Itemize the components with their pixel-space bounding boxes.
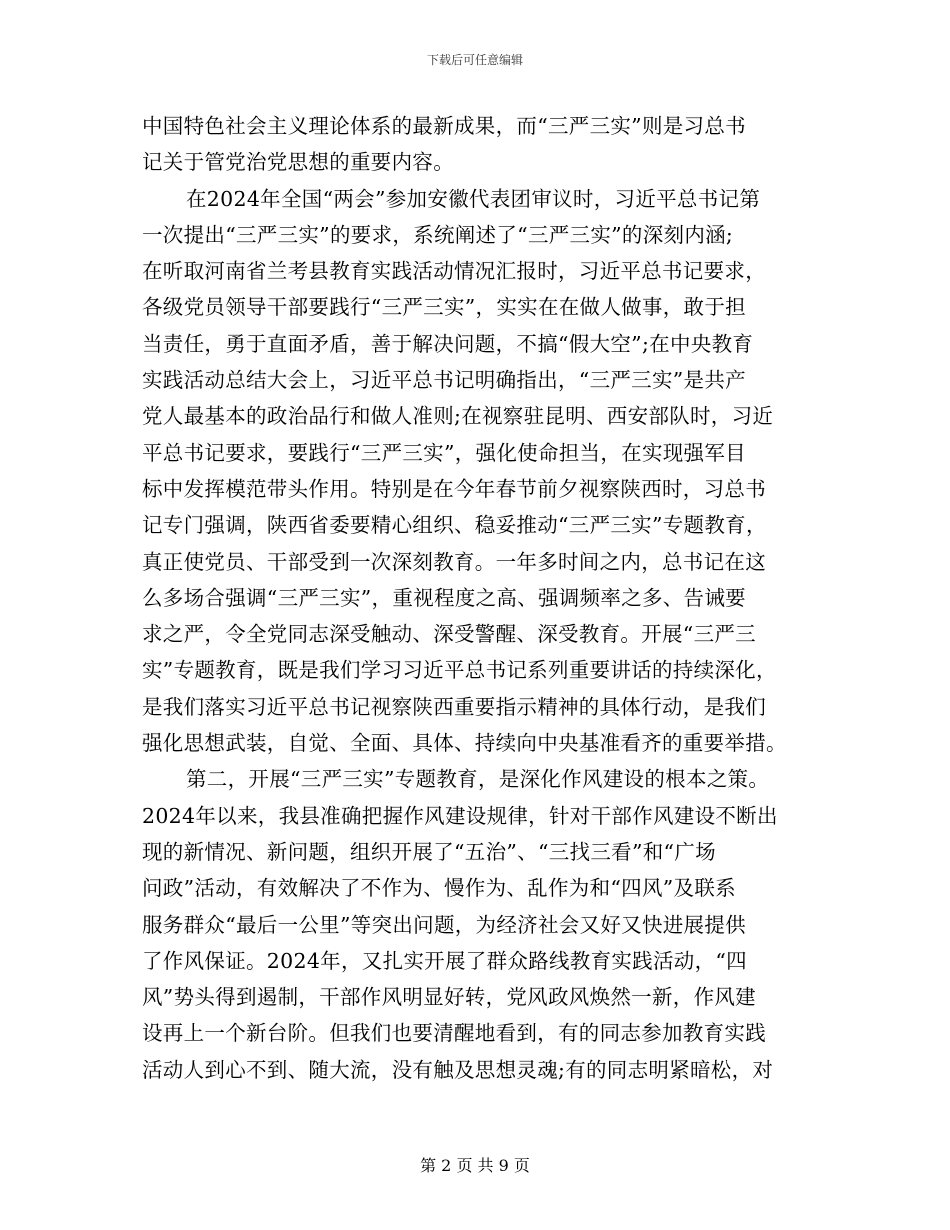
text-line: 第二，开展“三严三实”专题教育，是深化作风建设的根本之策。 [186, 767, 770, 792]
text-line: 当责任，勇于直面矛盾，善于解决问题，不搞“假大空”;在中央教育 [142, 331, 754, 356]
text-line: 设再上一个新台阶。但我们也要清醒地看到，有的同志参加教育实践 [142, 1021, 766, 1046]
text-line: 现的新情况、新问题，组织开展了“五治”、“三找三看”和“广场 [142, 839, 716, 864]
text-line: 么多场合强调“三严三实”，重视程度之高、强调频率之多、告诫要 [142, 585, 746, 610]
text-line: 记专门强调，陕西省委要精心组织、稳妥推动“三严三实”专题教育， [142, 513, 767, 538]
text-line: 风”势头得到遏制，干部作风明显好转，党风政风焕然一新，作风建 [142, 985, 756, 1010]
text-line: 一次提出“三严三实”的要求，系统阐述了“三严三实”的深刻内涵; [142, 222, 734, 247]
text-line: 各级党员领导干部要践行“三严三实”，实实在在做人做事，敢于担 [142, 295, 746, 320]
page-number-footer: 第 2 页 共 9 页 [420, 1156, 530, 1175]
text-line: 问政”活动，有效解决了不作为、慢作为、乱作为和“四风”及联系 [142, 876, 736, 901]
page-header: 下载后可任意编辑 [426, 53, 523, 67]
text-line: 服务群众“最后一公里”等突出问题，为经济社会又好又快进展提供 [142, 912, 746, 937]
text-line: 中国特色社会主义理论体系的最新成果，而“三严三实”则是习总书 [142, 114, 746, 138]
text-line: 强化思想武装，自觉、全面、具体、持续向中央基准看齐的重要举措。 [142, 731, 787, 756]
text-line: 2024年以来，我县准确把握作风建设规律，针对干部作风建设不断出 [142, 803, 778, 828]
text-line: 标中发挥模范带头作用。特别是在今年春节前夕视察陕西时，习总书 [142, 476, 766, 501]
text-line: 实践活动总结大会上，习近平总书记明确指出，“三严三实”是共产 [142, 368, 746, 393]
text-line: 在听取河南省兰考县教育实践活动情况汇报时，习近平总书记要求， [142, 259, 766, 284]
text-line: 党人最基本的政治品行和做人准则;在视察驻昆明、西安部队时，习近 [142, 404, 774, 429]
text-line: 了作风保证。2024年，又扎实开展了群众路线教育实践活动，“四 [142, 948, 747, 973]
text-line: 求之严，令全党同志深受触动、深受警醒、深受教育。开展“三严三 [142, 622, 756, 647]
text-line: 记关于管党治党思想的重要内容。 [142, 150, 454, 175]
document-body [142, 108, 822, 1088]
text-line: 实”专题教育，既是我们学习习近平总书记系列重要讲话的持续深化， [142, 658, 777, 683]
text-line: 真正使党员、干部受到一次深刻教育。一年多时间之内，总书记在这 [142, 549, 766, 574]
text-line: 活动人到心不到、随大流，没有触及思想灵魂;有的同志明紧暗松，对 [142, 1057, 774, 1082]
text-line: 平总书记要求，要践行“三严三实”，强化使命担当，在实现强军目 [142, 440, 746, 465]
text-line: 在2024年全国“两会”参加安徽代表团审议时，习近平总书记第 [186, 186, 761, 211]
text-line: 是我们落实习近平总书记视察陕西重要指示精神的具体行动，是我们 [142, 694, 766, 719]
